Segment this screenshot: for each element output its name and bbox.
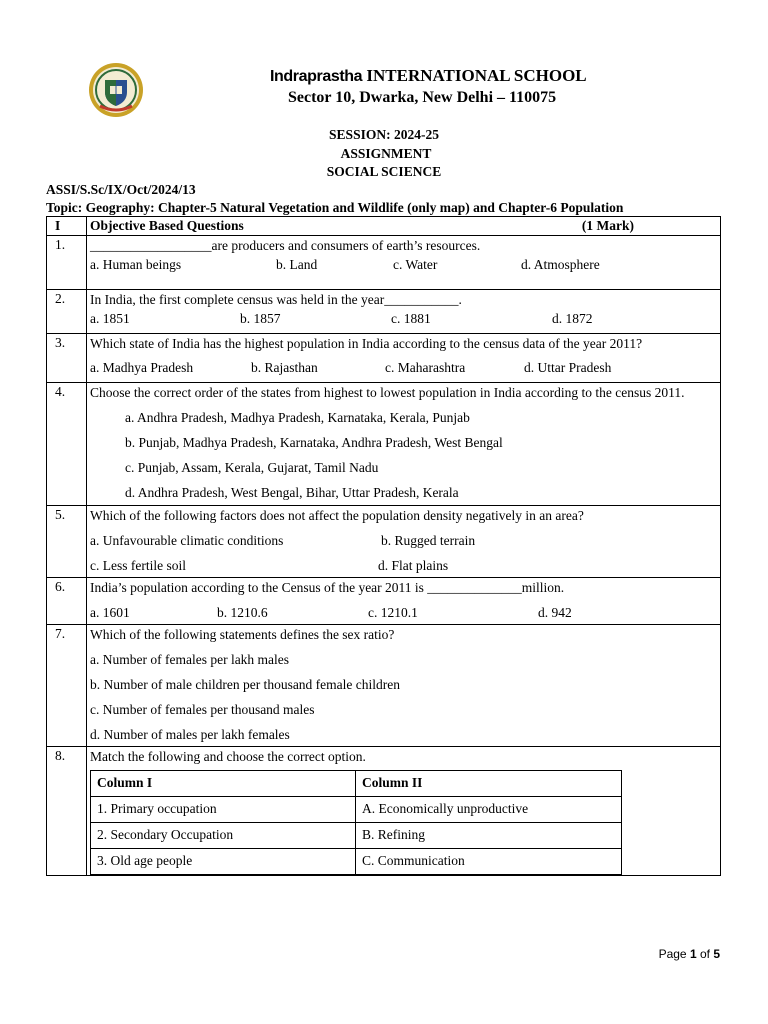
question-row <box>47 506 721 578</box>
option: b. Punjab, Madhya Pradesh, Karnataka, Andhra Pradesh, West Bengal <box>125 435 503 450</box>
options-row <box>90 532 714 549</box>
question-number: 2. <box>47 290 87 334</box>
question-content <box>87 506 721 578</box>
question-content <box>87 747 721 876</box>
option: d. Atmosphere <box>521 257 600 272</box>
section-title-cell <box>87 217 721 236</box>
subject: SOCIAL SCIENCE <box>326 164 442 179</box>
option: c. 1881 <box>391 311 431 326</box>
match-col2-header: Column II <box>356 771 622 797</box>
options-row <box>90 310 714 327</box>
section-header-row <box>47 217 721 236</box>
question-number: 6. <box>47 578 87 625</box>
page-total: 5 <box>713 947 720 961</box>
page-number <box>659 947 720 961</box>
question-number: 8. <box>47 747 87 876</box>
option: c. Number of females per thousand males <box>90 702 315 717</box>
section-num: I <box>47 217 87 236</box>
match-cell: 1. Primary occupation <box>91 797 356 823</box>
question-text: Which state of India has the highest population in India according to the census data of the year 2011? <box>90 336 643 351</box>
option: d. 1872 <box>552 311 593 326</box>
question-text: Match the following and choose the correct option. <box>90 749 366 764</box>
option: b. Rugged terrain <box>381 533 476 548</box>
option: a. Number of females per lakh males <box>90 652 290 667</box>
option: d. Number of males per lakh females <box>90 727 290 742</box>
question-text: __________________are producers and consumers of earth’s resources. <box>90 238 481 253</box>
question-row <box>47 747 721 876</box>
option: b. Number of male children per thousand female children <box>90 677 401 692</box>
match-row <box>91 823 622 849</box>
options-row <box>90 604 714 621</box>
option: b. 1210.6 <box>217 605 268 620</box>
question-number: 3. <box>47 334 87 383</box>
match-cell: 2. Secondary Occupation <box>91 823 356 849</box>
option: b. 1857 <box>240 311 281 326</box>
page-prefix: Page <box>658 947 690 961</box>
reference-code: ASSI/S.Sc/IX/Oct/2024/13 <box>46 182 196 197</box>
options-row <box>90 359 714 376</box>
option: d. Uttar Pradesh <box>524 360 612 375</box>
option: a. Madhya Pradesh <box>90 360 194 375</box>
match-row <box>91 797 622 823</box>
question-row <box>47 290 721 334</box>
question-text: Which of the following statements defines the sex ratio? <box>90 627 395 642</box>
match-table <box>90 770 622 875</box>
school-name <box>270 66 587 86</box>
question-content <box>87 383 721 506</box>
match-cell: A. Economically unproductive <box>356 797 622 823</box>
match-cell: C. Communication <box>356 849 622 875</box>
match-row <box>91 849 622 875</box>
option: c. Maharashtra <box>385 360 466 375</box>
option: b. Land <box>276 257 318 272</box>
match-cell: 3. Old age people <box>91 849 356 875</box>
question-number: 5. <box>47 506 87 578</box>
section-title: Objective Based Questions <box>90 218 244 233</box>
match-header-row <box>91 771 622 797</box>
question-content <box>87 334 721 383</box>
question-content <box>87 236 721 290</box>
section-marks: (1 Mark) <box>581 218 634 233</box>
topic: Topic: Geography: Chapter-5 Natural Vegetation and Wildlife (only map) and Chapter-6 Population <box>46 200 624 215</box>
page-of: of <box>696 947 714 961</box>
match-col1-header: Column I <box>91 771 356 797</box>
option: a. Human beings <box>90 257 182 272</box>
question-text: Which of the following factors does not affect the population density negatively in an area? <box>90 508 584 523</box>
question-number: 1. <box>47 236 87 290</box>
option: d. 942 <box>538 605 572 620</box>
question-text: In India, the first complete census was held in the year___________. <box>90 292 462 307</box>
question-row <box>47 578 721 625</box>
options-row <box>90 557 714 574</box>
questions-table <box>46 216 721 876</box>
option: a. Unfavourable climatic conditions <box>90 533 284 548</box>
question-content <box>87 625 721 747</box>
option: a. 1601 <box>90 605 130 620</box>
option: a. Andhra Pradesh, Madhya Pradesh, Karnataka, Kerala, Punjab <box>125 410 470 425</box>
option: a. 1851 <box>90 311 130 326</box>
option: c. 1210.1 <box>368 605 418 620</box>
options-row <box>90 256 714 273</box>
school-logo <box>88 62 144 118</box>
question-number: 4. <box>47 383 87 506</box>
session: SESSION: 2024-25 <box>329 127 439 142</box>
match-cell: B. Refining <box>356 823 622 849</box>
page-current: 1 <box>689 947 697 961</box>
question-row <box>47 334 721 383</box>
question-row <box>47 625 721 747</box>
school-address: Sector 10, Dwarka, New Delhi – 110075 <box>288 89 557 106</box>
option: c. Water <box>393 257 438 272</box>
question-content <box>87 290 721 334</box>
question-row <box>47 236 721 290</box>
option: b. Rajasthan <box>251 360 318 375</box>
option: c. Less fertile soil <box>90 558 186 573</box>
question-row <box>47 383 721 506</box>
question-text: Choose the correct order of the states from highest to lowest population in India according to the census 2011. <box>90 385 685 400</box>
question-content <box>87 578 721 625</box>
option: c. Punjab, Assam, Kerala, Gujarat, Tamil Nadu <box>125 460 379 475</box>
question-text: India’s population according to the Census of the year 2011 is ______________million. <box>90 580 565 595</box>
school-suffix: INTERNATIONAL SCHOOL <box>362 66 587 85</box>
school-brand: Indraprastha <box>270 68 363 85</box>
question-number: 7. <box>47 625 87 747</box>
option: d. Flat plains <box>378 558 449 573</box>
doc-type: ASSIGNMENT <box>340 146 432 161</box>
option: d. Andhra Pradesh, West Bengal, Bihar, Uttar Pradesh, Kerala <box>125 485 459 500</box>
